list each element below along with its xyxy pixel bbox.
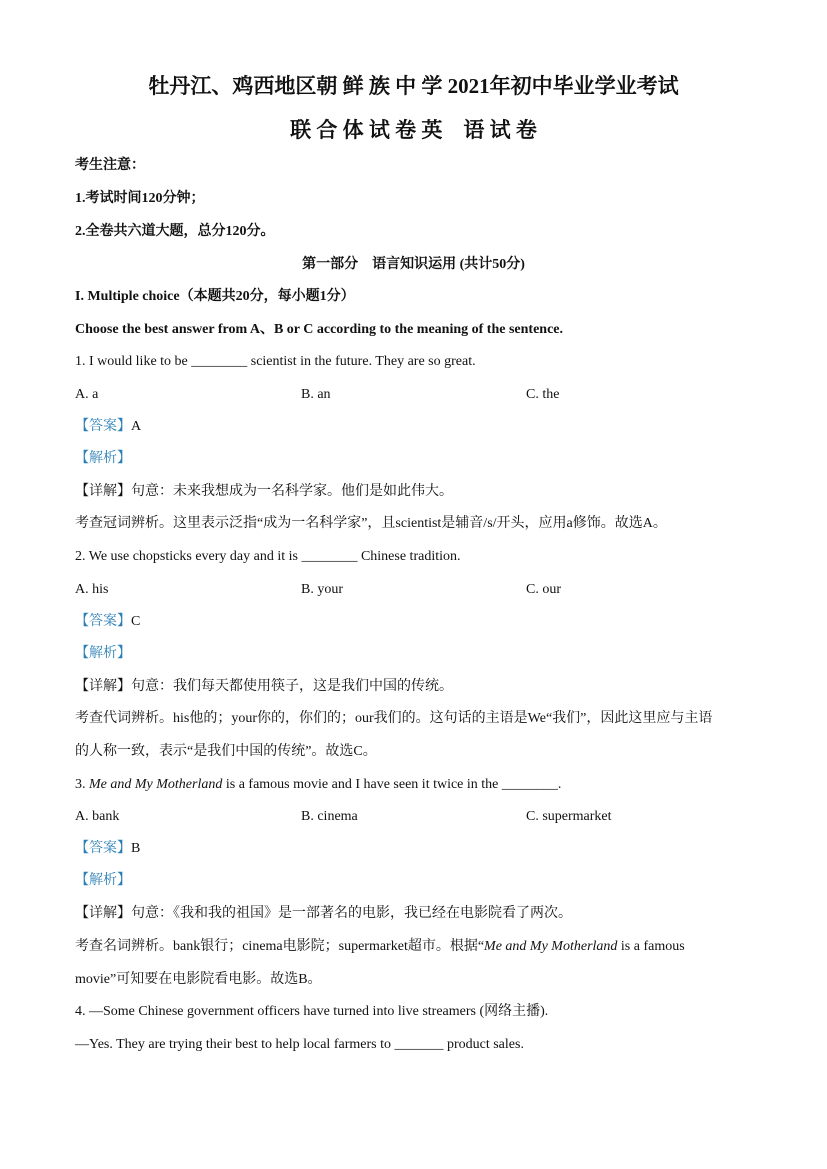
- movie-title: Me and My Motherland: [484, 939, 618, 954]
- detail-label: 【详解】: [75, 484, 131, 499]
- question-2-option-a: A. his: [75, 582, 109, 597]
- part1-heading: 第一部分 语言知识运用 (共计50分): [302, 257, 525, 272]
- question-2-stem: 2. We use chopsticks every day and it is ________ Chinese tradition.: [75, 549, 461, 564]
- notes-item-1: 1.考试时间120分钟；: [75, 191, 205, 206]
- answer-value: A: [131, 419, 142, 434]
- question-3-explanation-line2: movie”可知要在电影院看电影。故选B。: [75, 972, 322, 987]
- question-3-stem: [75, 775, 757, 795]
- question-1-option-a: A. a: [75, 387, 99, 402]
- movie-title: Me and My Motherland: [89, 777, 223, 792]
- question-2-explanation-line2: 的人称一致，表示“是我们中国的传统”。故选C。: [75, 744, 377, 759]
- question-3-detail: [75, 904, 757, 924]
- detail-text: 句意：《我和我的祖国》是一部著名的电影，我已经在电影院看了两次。: [131, 906, 572, 921]
- question-4-stem-line1: 4. —Some Chinese government officers have turned into live streamers (网络主播).: [75, 1004, 549, 1019]
- question-1-option-b: B. an: [301, 387, 331, 402]
- answer-label: 【答案】: [75, 419, 131, 434]
- explanation-text: is a famous: [617, 939, 685, 954]
- question-2-explanation-line1: 考查代词辨析。his他的；your你的，你们的；our我们的。这句话的主语是We“我们”，因此这里应与主语: [75, 711, 713, 726]
- question-1-explanation: 考查冠词辨析。这里表示泛指“成为一名科学家”，且scientist是辅音/s/开头，应用a修饰。故选A。: [75, 516, 667, 531]
- question-2-detail: [75, 677, 757, 697]
- question-2-option-c: C. our: [526, 582, 561, 597]
- detail-label: 【详解】: [75, 906, 131, 921]
- answer-label: 【答案】: [75, 614, 131, 629]
- exam-title-line2: 联 合 体 试 卷 英 语 试 卷: [290, 118, 537, 142]
- answer-value: C: [131, 614, 141, 629]
- question-4-stem-line2: —Yes. They are trying their best to help local farmers to _______ product sales.: [75, 1037, 524, 1052]
- notes-item-2: 2.全卷共六道大题，总分120分。: [75, 224, 275, 239]
- question-1-option-c: C. the: [526, 387, 560, 402]
- stem-suffix: is a famous movie and I have seen it twice in the ________.: [222, 777, 562, 792]
- explanation-text: 考查名词辨析。bank银行；cinema电影院；supermarket超市。根据“: [75, 939, 485, 954]
- question-3-option-c: C. supermarket: [526, 809, 612, 824]
- section-title: I. Multiple choice（本题共20分，每小题1分）: [75, 289, 355, 304]
- question-1-stem: 1. I would like to be ________ scientist in the future. They are so great.: [75, 354, 476, 369]
- question-1-detail: [75, 482, 757, 502]
- question-1-answer: [75, 417, 757, 437]
- question-3-option-a: A. bank: [75, 809, 120, 824]
- exam-title-line1: 牡丹江、鸡西地区朝 鲜 族 中 学 2021年初中毕业学业考试: [148, 74, 679, 98]
- question-2-answer: [75, 612, 757, 632]
- notes-heading: 考生注意：: [75, 158, 145, 173]
- detail-text: 句意：未来我想成为一名科学家。他们是如此伟大。: [131, 484, 453, 499]
- stem-prefix: 3.: [75, 777, 89, 792]
- question-3-answer: [75, 839, 757, 859]
- question-1-analysis-label: 【解析】: [75, 451, 131, 466]
- answer-label: 【答案】: [75, 841, 131, 856]
- question-3-option-b: B. cinema: [301, 809, 358, 824]
- question-3-analysis-label: 【解析】: [75, 873, 131, 888]
- detail-text: 句意：我们每天都使用筷子，这是我们中国的传统。: [131, 679, 453, 694]
- question-2-option-b: B. your: [301, 582, 343, 597]
- instruction: Choose the best answer from A、B or C according to the meaning of the sentence.: [75, 322, 564, 337]
- answer-value: B: [131, 841, 141, 856]
- question-2-analysis-label: 【解析】: [75, 646, 131, 661]
- question-3-explanation-line1: [75, 937, 757, 957]
- detail-label: 【详解】: [75, 679, 131, 694]
